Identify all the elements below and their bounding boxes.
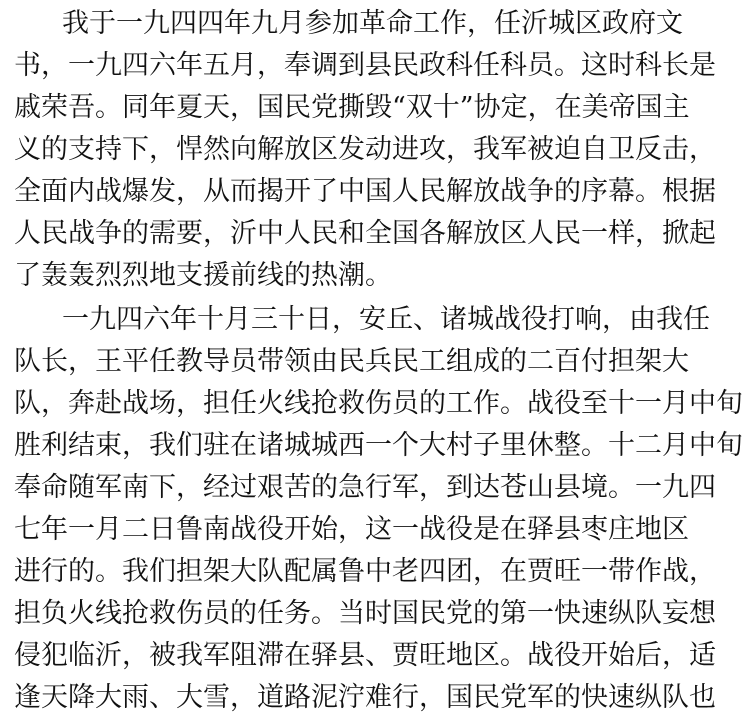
text-line-10: 队，奔赴战场，担任火线抢救伤员的工作。战役至十一月中旬	[14, 388, 743, 419]
text-line-16: 侵犯临沂，被我军阻滞在驿县、贾旺地区。战役开始后，适	[14, 640, 716, 671]
text-line-1: 我于一九四四年九月参加革命工作，任沂城区政府文	[62, 8, 683, 39]
text-line-11: 胜利结束，我们驻在诸城城西一个大村子里休整。十二月中旬	[14, 430, 743, 461]
text-line-14: 进行的。我们担架大队配属鲁中老四团，在贾旺一带作战，	[14, 556, 716, 587]
text-line-15: 担负火线抢救伤员的任务。当时国民党的第一快速纵队妄想	[14, 598, 716, 629]
text-line-12: 奉命随军南下，经过艰苦的急行军，到达苍山县境。一九四	[14, 472, 716, 503]
text-line-4: 义的支持下，悍然向解放区发动进攻，我军被迫自卫反击，	[14, 134, 716, 165]
text-line-7: 了轰轰烈烈地支援前线的热潮。	[14, 260, 392, 291]
text-line-5: 全面内战爆发，从而揭开了中国人民解放战争的序幕。根据	[14, 176, 716, 207]
text-line-6: 人民战争的需要，沂中人民和全国各解放区人民一样，掀起	[14, 218, 716, 249]
text-line-3: 戚荣吾。同年夏天，国民党撕毁“双十”协定，在美帝国主	[14, 92, 690, 123]
text-line-13: 七年一月二日鲁南战役开始，这一战役是在驿县枣庄地区	[14, 514, 689, 545]
text-line-17: 逢天降大雨、大雪，道路泥泞难行，国民党军的快速纵队也	[14, 682, 716, 713]
text-line-9: 队长，王平任教导员带领由民兵民工组成的二百付担架大	[14, 346, 689, 377]
text-line-8: 一九四六年十月三十日，安丘、诸城战役打响，由我任	[62, 304, 710, 335]
text-line-2: 书，一九四六年五月，奉调到县民政科任科员。这时科长是	[14, 50, 716, 81]
